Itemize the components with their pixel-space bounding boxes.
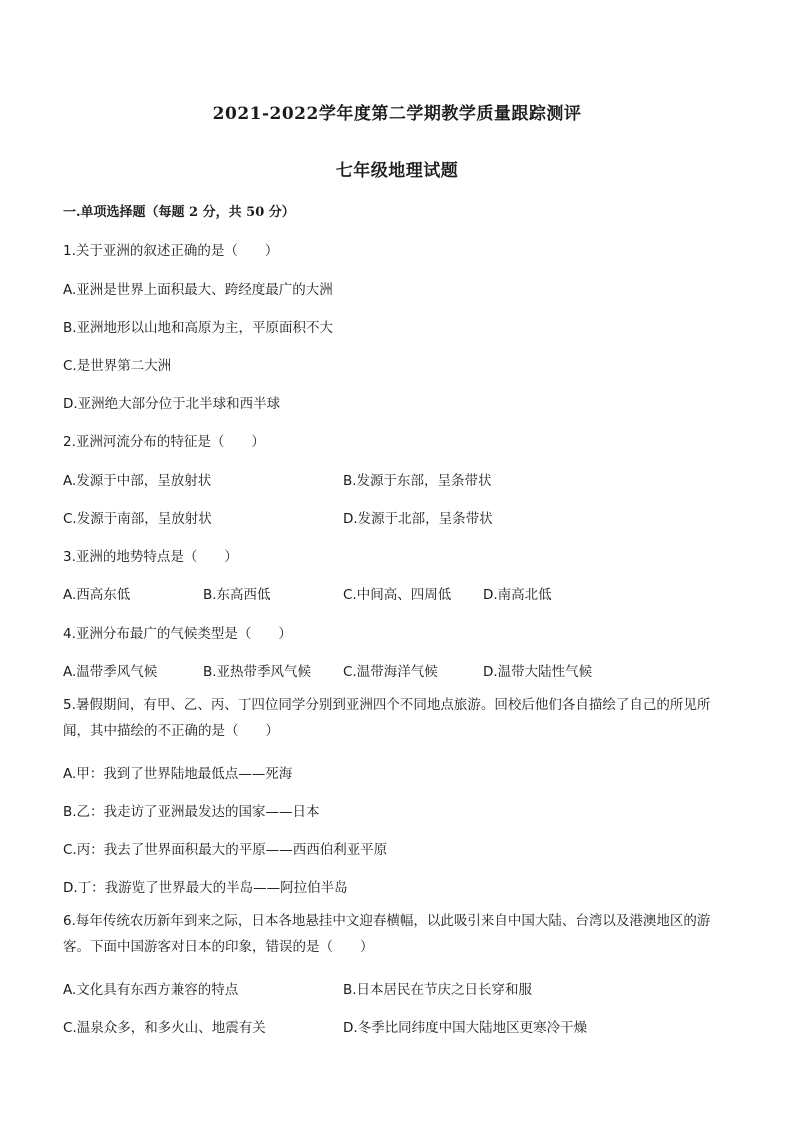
- answer-option: A.文化具有东西方兼容的特点: [63, 982, 239, 998]
- answer-option: C.中间高、四周低: [343, 587, 452, 603]
- answer-option: A.西高东低: [63, 587, 131, 603]
- answer-option: C.丙：我去了世界面积最大的平原——西西伯利亚平原: [63, 842, 388, 858]
- answer-option: C.发源于南部，呈放射状: [63, 511, 212, 527]
- question-stem: 6.每年传统农历新年到来之际，日本各地悬挂中文迎春横幅，以此吸引来自中国大陆、台湾以及港澳地区的游客。下面中国游客对日本的印象，错误的是（ ）: [63, 913, 711, 955]
- question-stem: 2.亚洲河流分布的特征是（ ）: [63, 434, 265, 450]
- answer-option: B.亚洲地形以山地和高原为主，平原面积不大: [63, 320, 334, 336]
- answer-option: D.丁：我游览了世界最大的半岛——阿拉伯半岛: [63, 880, 348, 896]
- answer-option: B.东高西低: [203, 587, 271, 603]
- answer-option: A.发源于中部，呈放射状: [63, 473, 212, 489]
- section-heading: 一.单项选择题（每题 2 分，共 50 分）: [63, 205, 295, 220]
- question-stem: 4.亚洲分布最广的气候类型是（ ）: [63, 626, 292, 642]
- answer-option: D.亚洲绝大部分位于北半球和西半球: [63, 396, 281, 412]
- answer-option: C.是世界第二大洲: [63, 358, 172, 374]
- answer-option: B.亚热带季风气候: [203, 664, 312, 680]
- answer-option: A.甲：我到了世界陆地最低点——死海: [63, 766, 293, 782]
- answer-option: A.温带季风气候: [63, 664, 158, 680]
- question-stem: 1.关于亚洲的叙述正确的是（ ）: [63, 243, 279, 259]
- answer-option: D.冬季比同纬度中国大陆地区更寒冷干燥: [343, 1020, 588, 1036]
- answer-option: C.温泉众多，和多火山、地震有关: [63, 1020, 266, 1036]
- exam-subtitle: 七年级地理试题: [335, 161, 459, 181]
- answer-option: B.乙：我走访了亚洲最发达的国家——日本: [63, 804, 320, 820]
- answer-option: A.亚洲是世界上面积最大、跨经度最广的大洲: [63, 282, 333, 298]
- question-stem: 5.暑假期间，有甲、乙、丙、丁四位同学分别到亚洲四个不同地点旅游。回校后他们各自描绘了自己的所见所闻，其中描绘的不正确的是（ ）: [63, 697, 711, 739]
- question-stem: 3.亚洲的地势特点是（ ）: [63, 549, 238, 565]
- answer-option: D.南高北低: [483, 587, 552, 603]
- answer-option: C.温带海洋气候: [343, 664, 438, 680]
- answer-option: B.发源于东部，呈条带状: [343, 473, 492, 489]
- exam-title: 2021-2022学年度第二学期教学质量跟踪测评: [212, 104, 582, 124]
- answer-option: B.日本居民在节庆之日长穿和服: [343, 982, 533, 998]
- answer-option: D.温带大陆性气候: [483, 664, 593, 680]
- answer-option: D.发源于北部，呈条带状: [343, 511, 493, 527]
